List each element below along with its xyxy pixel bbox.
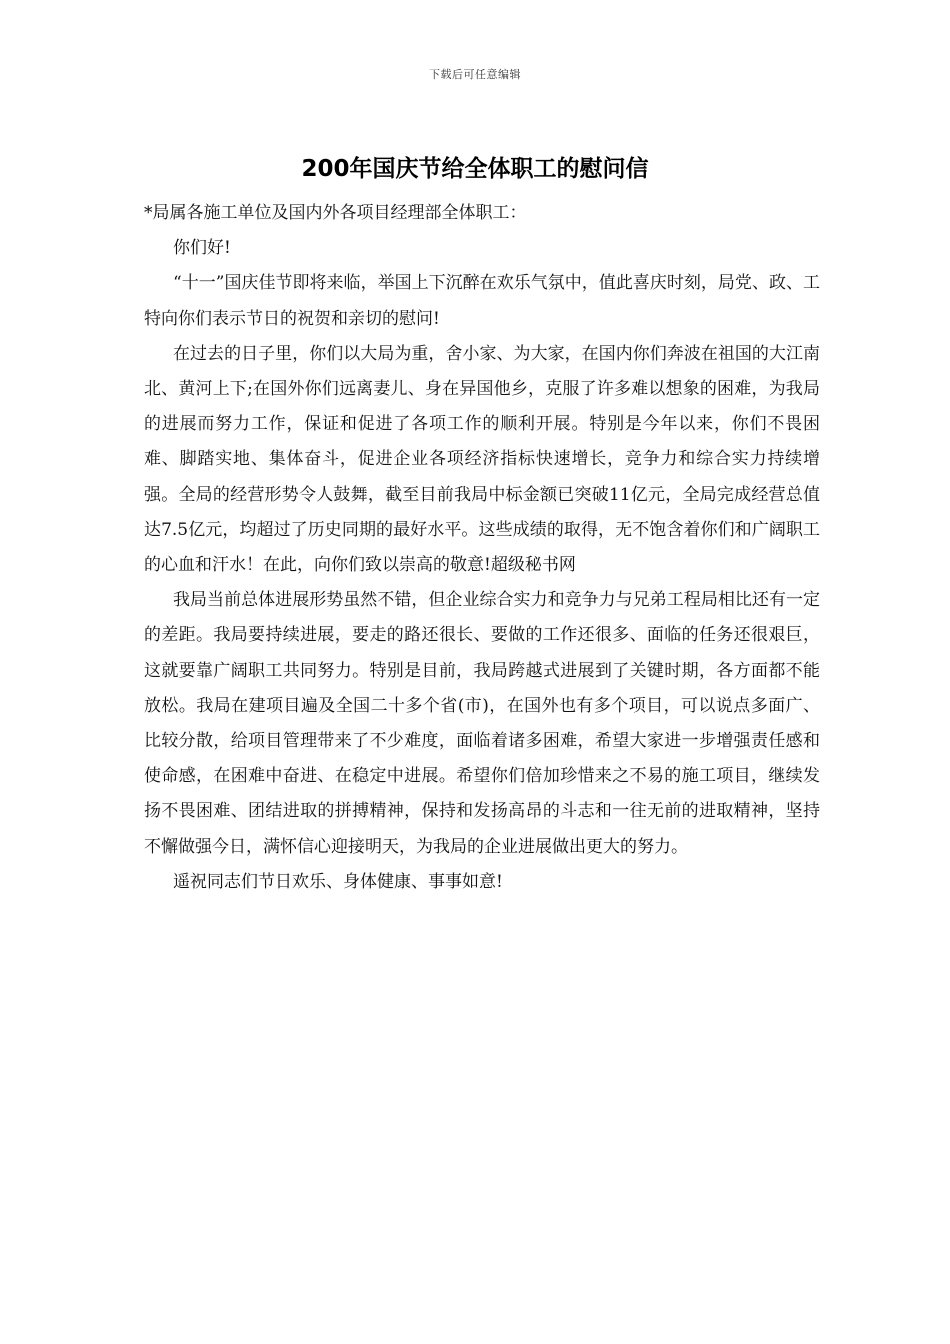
header-note: 下载后可任意编辑 xyxy=(429,68,521,81)
greeting: 你们好! xyxy=(173,238,231,259)
document-title: 200年国庆节给全体职工的慰问信 xyxy=(301,156,649,182)
salutation: *局属各施工单位及国内外各项目经理部全体职工： xyxy=(144,203,527,223)
paragraph-closing-wishes: 遥祝同志们节日欢乐、身体健康、事事如意! xyxy=(173,871,503,892)
paragraph-challenges: 我局当前总体进展形势虽然不错，但企业综合实力和竞争力与兄弟工程局相比还有一定的差距。我局要持续进展，要走的路还很长、要做的工作还很多、面临的任务还很艰巨，这就要靠广阔职工共同努力。特别是目前，我局跨越式进展到了关键时期，各方面都不能放松。我局在建项目遍及全国二十多个省(市)，在国外也有多个项目，可以说点多面广、比较分散，给项目管理带来了不少难度，面临着诸多困难，希望大家进一步增强责任感和使命感，在困难中奋进、在稳定中进展。希望你们倍加珍惜来之不易的施工项目，继续发扬不畏困难、团结进取的拼搏精神，保持和发扬高昂的斗志和一往无前的进取精神，坚持不懈做强今日，满怀信心迎接明天，为我局的企业进展做出更大的努力。 xyxy=(144,590,820,857)
letter-body xyxy=(144,196,820,900)
paragraph-achievements: 在过去的日子里，你们以大局为重，舍小家、为大家，在国内你们奔波在祖国的大江南北、黄河上下;在国外你们远离妻儿、身在异国他乡，克服了许多难以想象的困难，为我局的进展而努力工作，保证和促进了各项工作的顺利开展。特别是今年以来，你们不畏困难、脚踏实地、集体奋斗，促进企业各项经济指标快速增长，竞争力和综合实力持续增强。全局的经营形势令人鼓舞，截至目前我局中标金额已突破11亿元，全局完成经营总值达7.5亿元，均超过了历史同期的最好水平。这些成绩的取得，无不饱含着你们和广阔职工的心血和汗水！在此，向你们致以崇高的敬意!超级秘书网 xyxy=(144,343,820,576)
paragraph-holiday-greeting: “十一”国庆佳节即将来临，举国上下沉醉在欢乐气氛中，值此喜庆时刻，局党、政、工特向你们表示节日的祝贺和亲切的慰问! xyxy=(144,273,820,329)
